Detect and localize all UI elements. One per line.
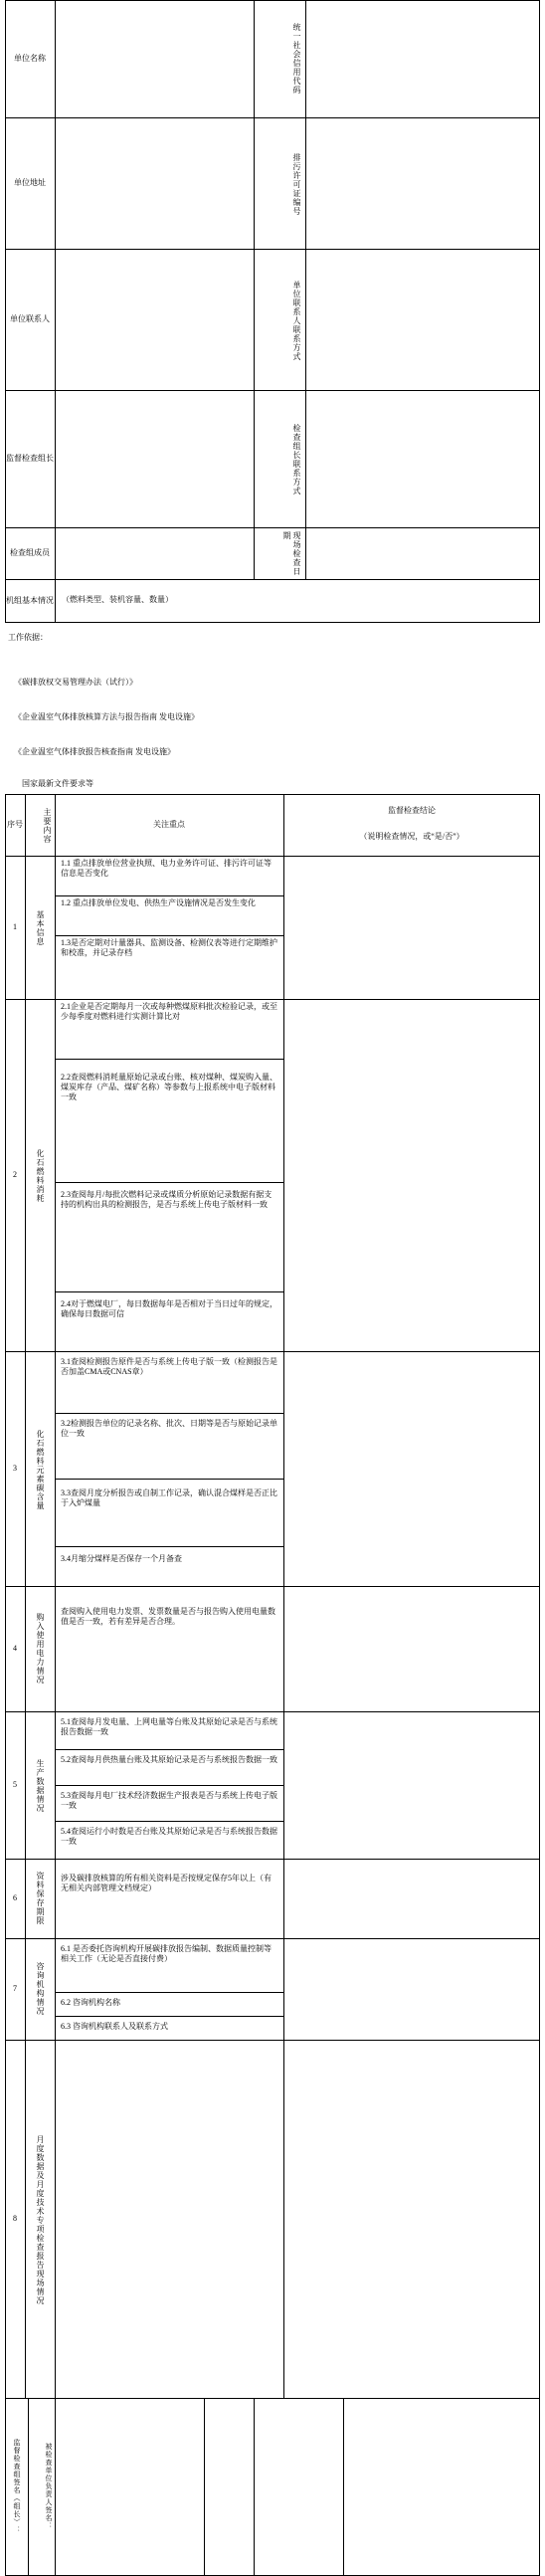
team-leader-label: 监督检查组长 [6,454,54,463]
focus-item: 3.4月缩分煤样是否保存一个月备查 [61,1554,182,1563]
section-no: 3 [13,1464,17,1473]
leader-phone-label: 检查组长联系方式 [292,424,301,495]
focus-item: 3.1查阅检测报告原件是否与系统上传电子版一致（检测报告是否加盖CMA或CNAS章） [61,1357,277,1376]
focus-item: 2.1企业是否定期每月一次或每种燃煤原料批次检验记录，或至少每季度对燃料进行实测计算比对 [61,1002,277,1021]
focus-item: 5.1查阅每月发电量、上网电量等台账及其原始记录是否与系统报告数据一致 [61,1717,277,1736]
header-conclusion-note: （说明检查情况，或“是/否”） [359,832,464,841]
section-no: 6 [13,1893,17,1902]
section-name: 咨询机构情况 [36,1962,45,2016]
focus-item: 2.3查阅每月/每批次燃料记录或煤质分析原始记录数据有据支持的机构出具的检测报告，是否与系统上传电子版材料一致 [61,1190,272,1209]
section-name: 月度数据及月度技术专项检查报告现场情况 [36,2134,45,2305]
focus-item: 涉及碳排放核算的所有相关资料是否按规定保存5年以上（有无相关内部管理文档规定） [61,1874,272,1892]
focus-item: 查阅购入使用电力发票、发票数量是否与报告购入使用电量数值是否一致，若有差异是否合理。 [61,1607,275,1626]
unit-address-label: 单位地址 [14,178,46,187]
header-conclusion: 监督检查结论 [388,806,436,815]
section-no: 2 [13,1170,17,1179]
contact-person-label: 单位联系人 [10,314,50,323]
focus-item: 5.2查阅每月供热量台账及其原始记录是否与系统报告数据一致 [61,1755,277,1764]
focus-item: 3.2检测报告单位的记录名称、批次、日期等是否与原始记录单位一致 [61,1419,277,1438]
focus-item: 6.1 是否委托咨询机构开展碳排放报告编制、数据质量控制等相关工作（无论是否直接付费） [61,1944,272,1963]
unit-basic-label: 机组基本情况 [6,596,54,605]
basis-last: 国家最新文件要求等 [22,779,93,788]
section-name: 化石燃料消耗 [36,1149,45,1203]
focus-item: 2.4对于燃煤电厂，每日数据每年是否相对于当日过年的规定，确保每日数据可信 [61,1299,277,1318]
header-no: 序号 [7,820,23,829]
section-no: 4 [13,1644,17,1653]
basis-item: 《企业温室气体排放核算方法与报告指南 发电设施》 [14,712,199,721]
section-no: 1 [13,922,17,931]
credit-code-label: 统一社会信用代码 [292,23,301,95]
inspection-date-label: 现场检查日期 [282,531,301,576]
permit-number-label: 排污许可证编号 [292,152,301,216]
unit-name-label: 单位名称 [14,54,46,63]
section-name: 购入使用电力情况 [36,1613,45,1684]
focus-item: 2.2查阅燃料消耗量原始记录或台账、核对煤种、煤炭购入量、煤炭库存（产品、煤矿名称）等参数与上报系统中电子版材料一致 [61,1073,277,1101]
signature-label: 监督检查组签名（组长）： [13,2439,21,2534]
unit-basic-value: （燃料类型、装机容量、数量） [62,595,173,604]
header-focus: 关注重点 [153,820,185,829]
team-members-label: 检查组成员 [10,548,50,557]
section-name: 化石燃料元素碳含量 [36,1429,45,1510]
section-no: 5 [13,1780,17,1789]
focus-item: 1.2 重点排放单位发电、供热生产设施情况是否发生变化 [61,898,256,907]
basis-item: 《企业温室气体排放报告核查指南 发电设施》 [14,747,175,756]
focus-item: 1.1 重点排放单位营业执照、电力业务许可证、排污许可证等信息是否变化 [61,859,272,878]
focus-item: 5.4查阅运行小时数是否台账及其原始记录是否与系统报告数据一致 [61,1827,277,1846]
focus-item: 3.3查阅月度分析报告或自制工作记录，确认混合煤样是否正比于入炉煤量 [61,1488,277,1507]
section-name: 基本信息 [36,910,45,946]
focus-item: 1.3是否定期对计量器具、监测设备、检测仪表等进行定期维护和校准，并记录存档 [61,938,277,957]
basis-title: 工作依据： [8,633,48,642]
section-name: 资料保存期限 [36,1872,45,1925]
header-item: 主要内容 [43,808,52,844]
section-name: 生产数据情况 [36,1759,45,1813]
section-no: 8 [13,2214,17,2223]
focus-item: 6.2 咨询机构名称 [61,1998,120,2007]
focus-item: 5.3查阅每月电厂技术经济数据生产报表是否与系统上传电子版一致 [61,1791,277,1810]
focus-item: 6.3 咨询机构联系人及联系方式 [61,2022,168,2031]
section-no: 7 [13,1984,17,1993]
basis-item: 《碳排放权交易管理办法（试行）》 [14,678,137,687]
contact-phone-label: 单位联系人联系方式 [292,280,301,361]
signature-label-2: 被检查单位负责人签名： [45,2443,53,2530]
